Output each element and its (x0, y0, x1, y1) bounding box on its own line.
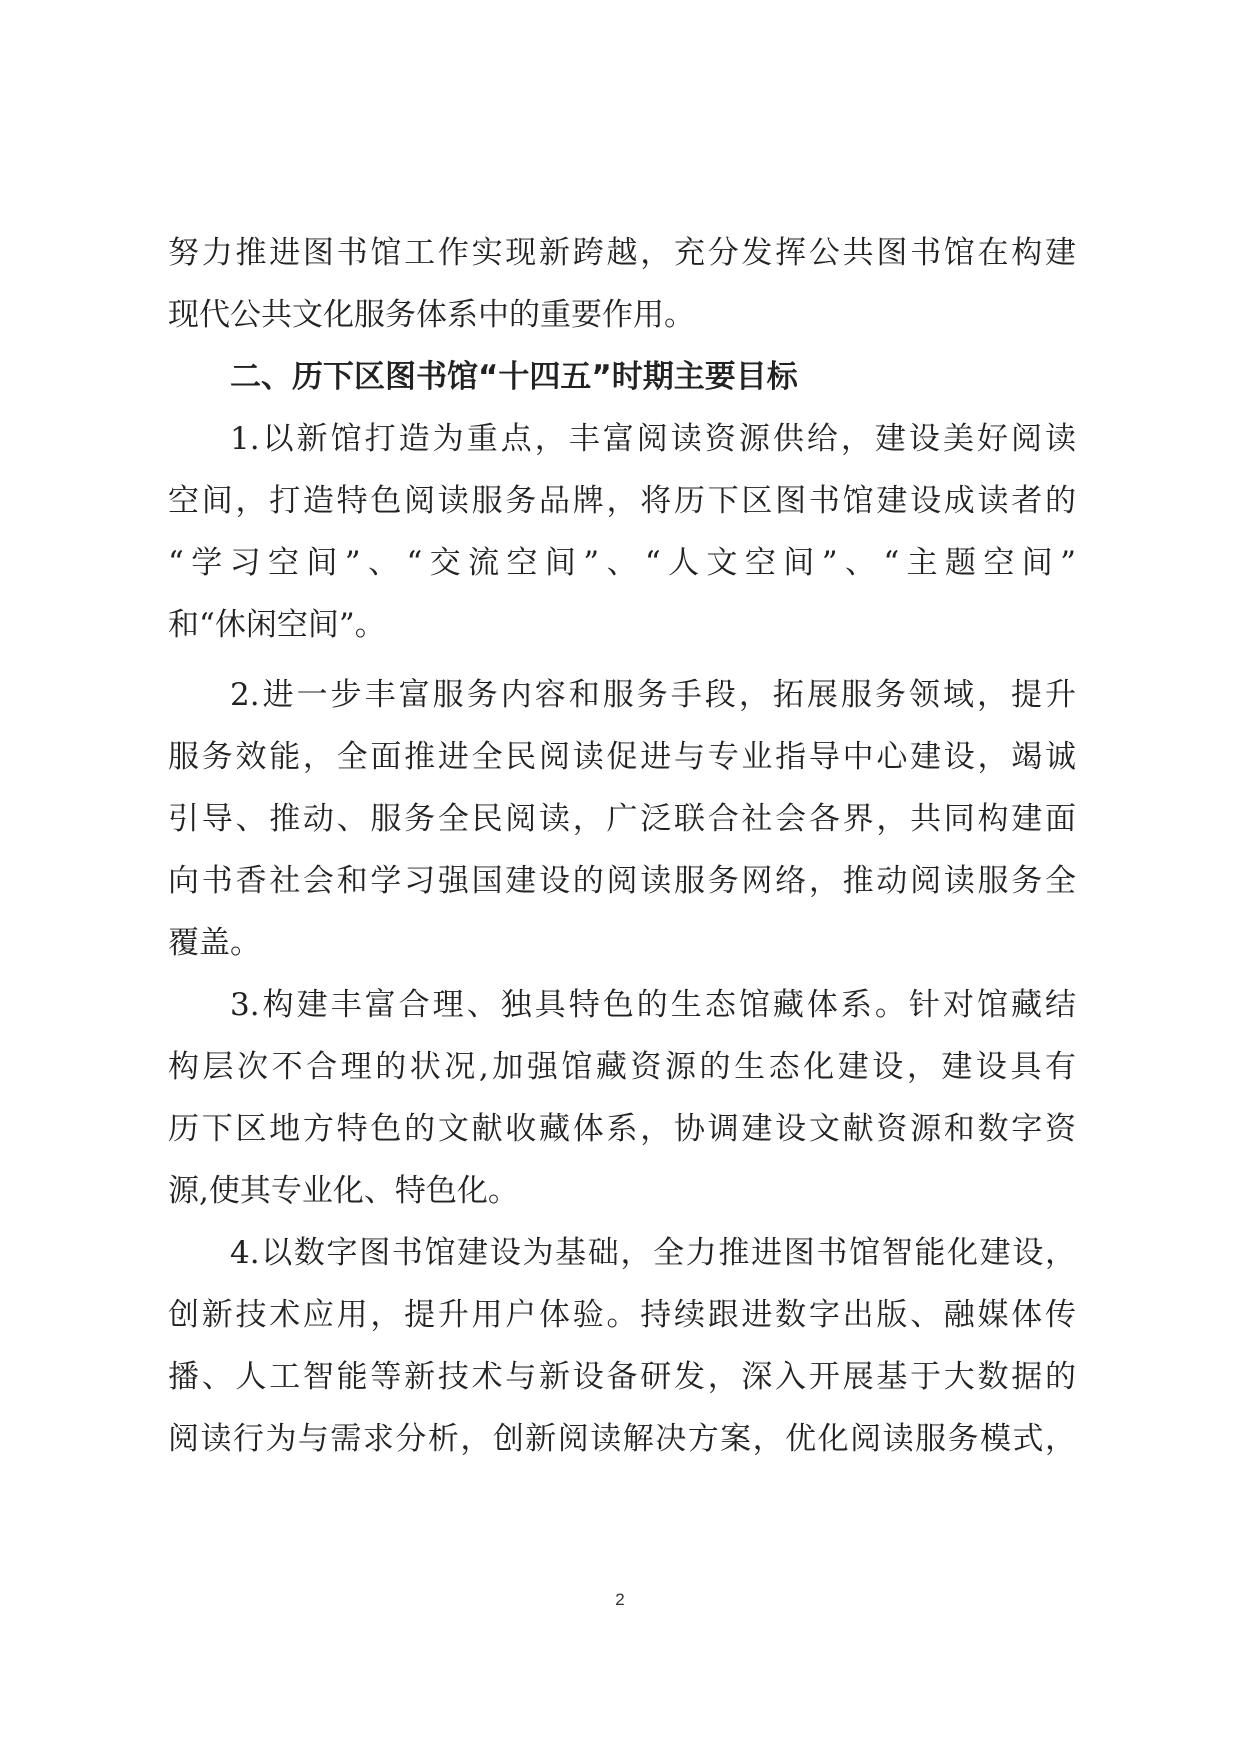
paragraph-2-line: 服务效能，全面推进全民阅读促进与专业指导中心建设，竭诚 (168, 739, 1076, 775)
paragraph-2-line: 向书香社会和学习强国建设的阅读服务网络，推动阅读服务全 (168, 863, 1076, 899)
text-line: 现代公共文化服务体系中的重要作用。 (168, 297, 695, 333)
document-body (168, 222, 1076, 1470)
paragraph-2-line: 2.进一步丰富服务内容和服务手段，拓展服务领域，提升 (230, 677, 1076, 713)
page-number: 2 (615, 1590, 625, 1609)
paragraph-3-line: 构层次不合理的状况,加强馆藏资源的生态化建设，建设具有 (168, 1049, 1076, 1085)
paragraph-1-line: 和“休闲空间”。 (168, 607, 386, 643)
paragraph-2-line: 引导、推动、服务全民阅读，广泛联合社会各界，共同构建面 (168, 801, 1076, 837)
text-line: 努力推进图书馆工作实现新跨越，充分发挥公共图书馆在构建 (168, 235, 1076, 271)
paragraph-4-line: 4.以数字图书馆建设为基础，全力推进图书馆智能化建设， (230, 1235, 1076, 1271)
paragraph-1-line: “学习空间”、“交流空间”、“人文空间”、“主题空间” (168, 545, 1076, 581)
paragraph-1-line: 1.以新馆打造为重点，丰富阅读资源供给，建设美好阅读 (230, 421, 1076, 457)
paragraph-4-line: 阅读行为与需求分析，创新阅读解决方案，优化阅读服务模式， (168, 1421, 1076, 1457)
section-heading: 二、历下区图书馆“十四五”时期主要目标 (230, 359, 798, 395)
paragraph-4-line: 创新技术应用，提升用户体验。持续跟进数字出版、融媒体传 (168, 1297, 1076, 1333)
paragraph-4-line: 播、人工智能等新技术与新设备研发，深入开展基于大数据的 (168, 1359, 1076, 1395)
paragraph-3-line: 3.构建丰富合理、独具特色的生态馆藏体系。针对馆藏结 (230, 987, 1076, 1023)
paragraph-3-line: 历下区地方特色的文献收藏体系，协调建设文献资源和数字资 (168, 1111, 1076, 1147)
paragraph-3-line: 源,使其专业化、特色化。 (168, 1173, 519, 1209)
paragraph-2-line: 覆盖。 (168, 925, 261, 961)
paragraph-1-line: 空间，打造特色阅读服务品牌，将历下区图书馆建设成读者的 (168, 483, 1076, 519)
